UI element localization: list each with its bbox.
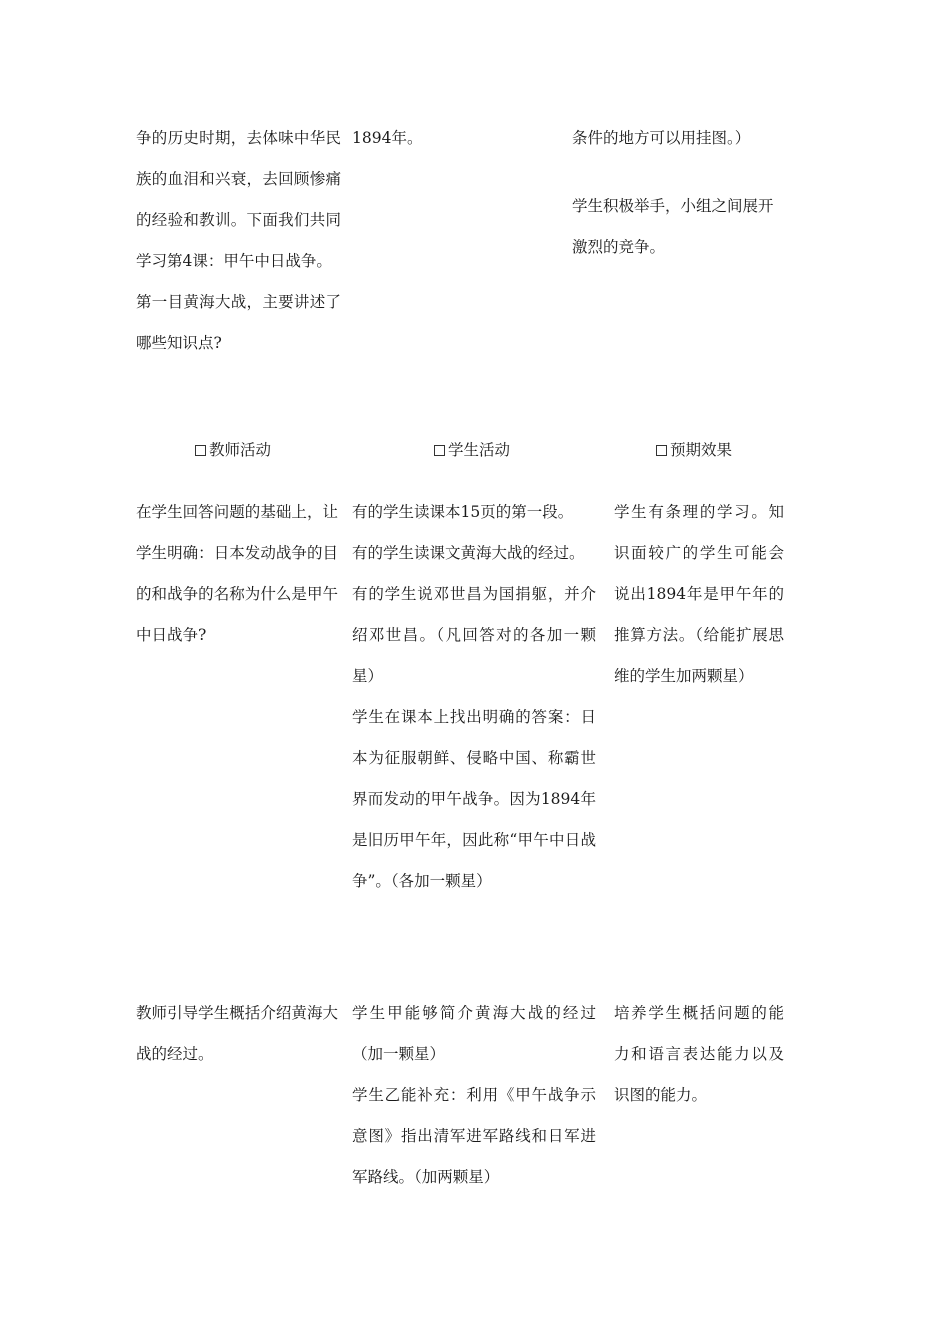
row2-student-line: 学生甲能够简介黄海大战的经过（加一颗星） — [352, 1004, 596, 1063]
top-effect-cell — [572, 118, 787, 268]
row1-student-line: 学生在课本上找出明确的答案：日本为征服朝鲜、侵略中国、称霸世界而发动的甲午战争。因为1894年是旧历甲午年，因此称“甲午中日战争”。（各加一颗星） — [352, 708, 596, 890]
checkbox-icon — [656, 445, 667, 456]
header-effect-label: 预期效果 — [670, 441, 733, 459]
top-effect-text: 学生积极举手，小组之间展开激烈的竞争。 — [572, 197, 774, 256]
top-teacher-question: 第一目黄海大战，主要讲述了哪些知识点? — [136, 293, 341, 352]
row2-student-cell — [352, 993, 596, 1198]
top-effect-note: 条件的地方可以用挂图。） — [572, 129, 751, 147]
spacer — [572, 159, 787, 186]
top-student-cell — [352, 118, 552, 159]
row1-effect-cell — [614, 492, 784, 697]
header-student-label: 学生活动 — [448, 441, 511, 459]
top-teacher-cell — [136, 118, 341, 364]
row1-student-line: 有的学生读课文黄海大战的经过。 — [352, 544, 585, 562]
header-teacher-activity — [195, 438, 271, 462]
row1-student-cell — [352, 492, 596, 902]
header-teacher-label: 教师活动 — [209, 441, 272, 459]
row1-effect-text: 学生有条理的学习。知识面较广的学生可能会说出1894年是甲午年的推算方法。（给能扩展思维的学生加两颗星） — [614, 503, 784, 685]
row2-effect-cell — [614, 993, 784, 1116]
header-expected-effect — [656, 438, 732, 462]
checkbox-icon — [195, 445, 206, 456]
row2-teacher-cell — [136, 993, 338, 1075]
top-teacher-text: 争的历史时期，去体味中华民族的血泪和兴衰，去回顾惨痛的经验和教训。下面我们共同学习第4课：甲午中日战争。 — [136, 129, 341, 270]
row2-teacher-text: 教师引导学生概括介绍黄海大战的经过。 — [136, 1004, 338, 1063]
row1-teacher-cell — [136, 492, 338, 656]
row2-effect-text: 培养学生概括问题的能力和语言表达能力以及识图的能力。 — [614, 1004, 784, 1104]
top-student-text: 1894年。 — [352, 129, 423, 147]
row1-student-line: 有的学生说邓世昌为国捐躯，并介绍邓世昌。（凡回答对的各加一颗星） — [352, 585, 596, 685]
row2-student-line: 学生乙能补充：利用《甲午战争示意图》指出清军进军路线和日军进军路线。（加两颗星） — [352, 1086, 596, 1186]
row1-student-line: 有的学生读课本15页的第一段。 — [352, 503, 574, 521]
row1-teacher-text: 在学生回答问题的基础上，让学生明确：日本发动战争的目的和战争的名称为什么是甲午中日战争? — [136, 503, 338, 644]
checkbox-icon — [434, 445, 445, 456]
header-student-activity — [434, 438, 510, 462]
